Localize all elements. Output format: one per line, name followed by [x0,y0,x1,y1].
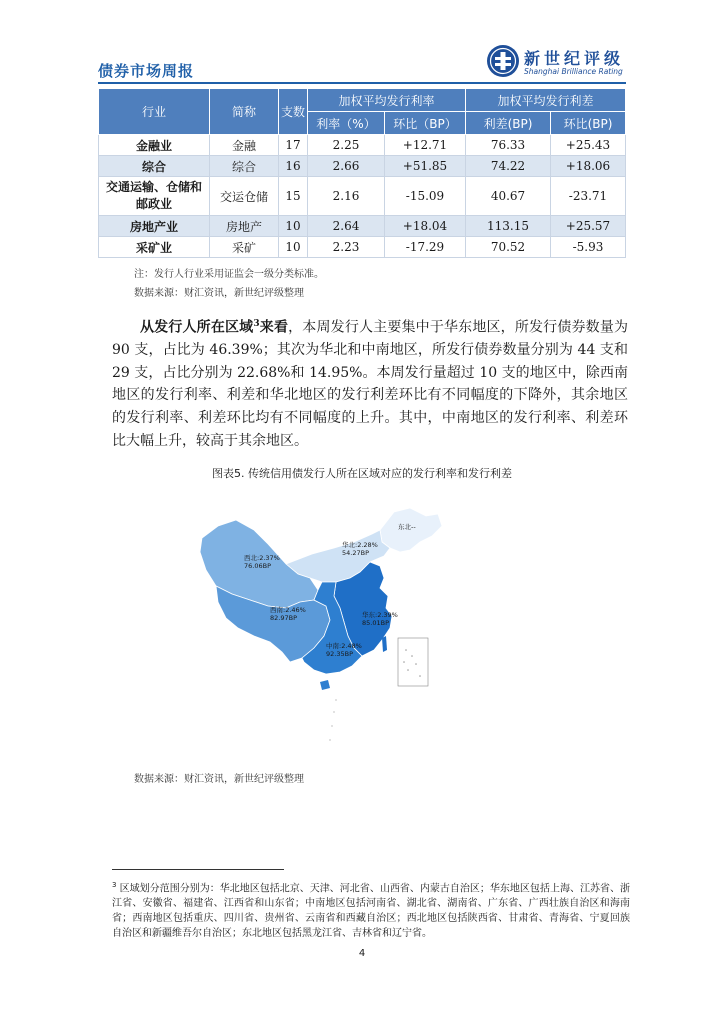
header-divider [98,82,626,84]
label-east [362,612,398,627]
table-row [99,216,626,237]
footnote [112,878,630,941]
brand-name-cn: 新世纪评级 [524,49,625,68]
label-central-south-spread: 92.35BP [326,649,353,658]
label-north-rate: 华北:2.28% [342,541,378,549]
cell-industry: 综合 [99,156,210,177]
cell-count: 16 [279,156,308,177]
footnote-text: 区域划分范围分别为：华北地区包括北京、天津、河北省、山西省、内蒙古自治区；华东地区包括上海、江苏省、浙江省、安徽省、福建省、江西省和山东省；中南地区包括河南省、湖北省、湖南省、广东省、广西壮族自治区和海南省；西南地区包括重庆、四川省、贵州省、云南省和西藏自治区；西北地区包括陕西省、甘肃省、青海省、宁夏回族自治区和新疆维吾尔自治区；东北地区包括黑龙江省、吉林省和辽宁省。 [112,883,630,940]
footnote-divider [112,869,284,870]
cell-rate-chg: +18.04 [385,216,466,237]
cell-spread-chg: +25.57 [551,216,626,237]
label-east-spread: 85.01BP [362,618,389,627]
region-paragraph [112,313,628,452]
col-rate: 利率（%） [308,112,385,135]
cell-industry: 金融业 [99,135,210,156]
col-spread: 利差(BP) [466,112,551,135]
cell-rate-chg: +51.85 [385,156,466,177]
industry-rate-table [98,88,626,258]
region-taiwan [382,636,387,652]
south-sea-inset [398,638,428,686]
cell-industry-line2: 邮政业 [135,197,172,211]
col-industry: 行业 [99,89,210,135]
table-note: 注：发行人行业采用证监会一级分类标准。 [134,269,324,280]
label-north [342,542,378,557]
label-central-south [326,643,362,658]
col-count: 支数 [279,89,308,135]
label-northwest-rate: 西北:2.37% [244,554,280,562]
brand-name-en: Shanghai Brilliance Rating [524,67,623,76]
label-north-spread: 54.27BP [342,548,369,557]
paragraph-lead-end: 来看 [259,319,289,336]
cell-count: 17 [279,135,308,156]
cell-spread-chg: -5.93 [551,237,626,258]
col-short: 简称 [210,89,279,135]
china-region-map [194,490,464,750]
label-southwest-spread: 82.97BP [270,613,297,622]
cell-spread: 113.15 [466,216,551,237]
paragraph-body: ，本周发行人主要集中于华东地区，所发行债券数量为 90 支，占比为 46.39%；其次为华北和中南地区，所发行债券数量分别为 44 支和 29 支，占比分别为 22.68%和 14.95%。本周发行量超过 10 支的地区中，除西南地区的发行利率、利差和华北地区的发行利差环比有不同幅度的下降外，其余地区的发行利率、利差环比均有不同幅度的上升。其中，中南地区的发行利率、利差环比大幅上升，较高于其余地区。 [112,319,629,449]
col-spread-chg: 环比(BP) [551,112,626,135]
table-row [99,177,626,216]
cell-rate: 2.25 [308,135,385,156]
cell-spread-chg: +18.06 [551,156,626,177]
brand-logo-icon [486,44,520,78]
region-hainan [320,680,330,690]
cell-short: 交运仓储 [210,177,279,216]
report-title: 债券市场周报 [98,62,195,80]
label-southwest-rate: 西南:2.46% [270,606,306,614]
footnote-mark: 3 [112,881,117,889]
cell-industry [99,177,210,216]
cell-industry-line1: 交通运输、仓储和 [105,180,202,194]
cell-spread: 40.67 [466,177,551,216]
cell-count: 10 [279,237,308,258]
col-group-rate: 加权平均发行利率 [308,89,466,112]
figure-title: 图表5. 传统信用债发行人所在区域对应的发行利率和发行利差 [212,467,512,480]
cell-rate-chg: +12.71 [385,135,466,156]
cell-short: 采矿 [210,237,279,258]
cell-rate: 2.66 [308,156,385,177]
figure-source: 数据来源：财汇资讯，新世纪评级整理 [134,774,304,785]
label-northwest-spread: 76.06BP [244,561,271,570]
cell-rate: 2.64 [308,216,385,237]
cell-spread-chg: +25.43 [551,135,626,156]
col-rate-chg: 环比（BP） [385,112,466,135]
cell-short: 房地产 [210,216,279,237]
label-east-rate: 华东:2.39% [362,611,398,619]
page-number: 4 [358,948,366,959]
footnote-ref: 3 [253,319,260,329]
cell-short: 综合 [210,156,279,177]
table-row [99,237,626,258]
cell-count: 15 [279,177,308,216]
table-row [99,135,626,156]
paragraph-lead: 从发行人所在区域 [140,319,254,336]
cell-rate-chg: -17.29 [385,237,466,258]
cell-count: 10 [279,216,308,237]
table-source: 数据来源：财汇资讯，新世纪评级整理 [134,288,304,299]
cell-rate: 2.23 [308,237,385,258]
cell-rate: 2.16 [308,177,385,216]
label-southwest [270,607,306,622]
cell-industry: 房地产业 [99,216,210,237]
label-central-south-rate: 中南:2.48% [326,642,362,650]
cell-industry: 采矿业 [99,237,210,258]
col-group-spread: 加权平均发行利差 [466,89,626,112]
table-row [99,156,626,177]
cell-short: 金融 [210,135,279,156]
cell-spread-chg: -23.71 [551,177,626,216]
label-northwest [244,555,280,570]
label-northeast: 东北-- [398,523,416,531]
cell-spread: 70.52 [466,237,551,258]
cell-rate-chg: -15.09 [385,177,466,216]
cell-spread: 74.22 [466,156,551,177]
cell-spread: 76.33 [466,135,551,156]
